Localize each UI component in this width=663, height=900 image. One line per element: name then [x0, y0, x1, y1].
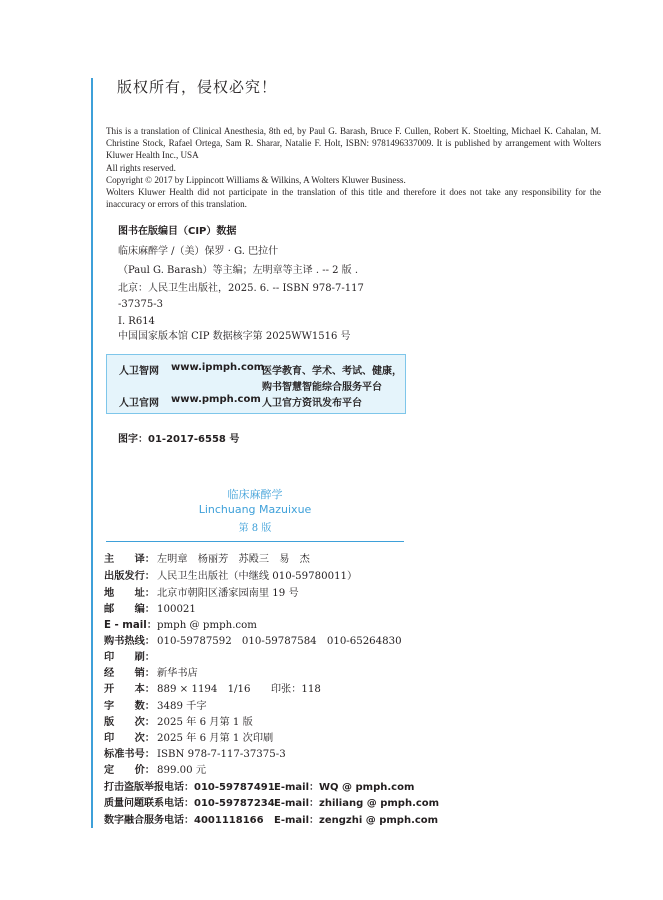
cip-line: 临床麻醉学 /（美）保罗 · G. 巴拉什: [118, 246, 279, 257]
cip-line: （Paul G. Barash）等主编；左明章等主译 . -- 2 版 .: [118, 265, 359, 276]
contact-row: 质量问题联系电话：010-59787234 E-mail：zhiliang @ pmph.com: [104, 794, 275, 809]
cip-line: Ⅰ. R614: [118, 316, 155, 327]
cip-heading: 图书在版编目（CIP）数据: [118, 226, 237, 237]
book-title-cn: 临床麻醉学: [227, 488, 283, 501]
contact-email: E-mail：zhiliang @ pmph.com: [274, 798, 440, 809]
page-title: 版权所有，侵权必究！: [117, 78, 278, 96]
info-row: 主 译： 左明章 杨丽芳 苏殿三 易 杰: [104, 554, 310, 565]
info-row: 开 本： 889 × 1194 1/16 印张：118: [104, 684, 321, 695]
info-row: 购书热线： 010-59787592 010-59787584 010-65264830: [104, 636, 402, 647]
info-row: 字 数： 3489 千字: [104, 701, 207, 712]
info-row: 地 址： 北京市朝阳区潘家园南里 19 号: [104, 588, 299, 599]
info-row: 印 刷：: [104, 652, 155, 663]
info-row: 经 销： 新华书店: [104, 668, 198, 679]
cip-line: 北京：人民卫生出版社，2025. 6. -- ISBN 978-7-117: [118, 283, 364, 294]
cip-line: 中国国家版本馆 CIP 数据核字第 2025WW1516 号: [118, 331, 351, 342]
contact-row: 打击盗版举报电话：010-59787491 E-mail：WQ @ pmph.com: [104, 778, 275, 793]
book-edition: 第 8 版: [238, 523, 272, 534]
copyright-registration-number: 图字：01-2017-6558 号: [118, 434, 240, 445]
info-row: E - mail：pmph @ pmph.com: [104, 620, 257, 631]
rights-reserved: All rights reserved.: [106, 162, 176, 173]
contact-row: 数字融合服务电话：4001118166 E-mail：zengzhi @ pmph.com: [104, 811, 264, 826]
info-row: 定 价： 899.00 元: [104, 765, 207, 776]
info-row: 标准书号： ISBN 978-7-117-37375-3: [104, 749, 286, 760]
info-row: 出版发行： 人民卫生出版社（中继线 010-59780011）: [104, 571, 358, 582]
disclaimer: Wolters Kluwer Health did not participate in the translation of this title and therefore it does not take any responsibility for the inaccuracy or errors of this translation.: [106, 187, 601, 210]
publisher-platform-box: [106, 354, 406, 414]
english-copyright-notice: [106, 125, 601, 210]
platform-desc: 医学教育、学术、考试、健康，: [262, 366, 402, 377]
divider: [106, 541, 404, 542]
cip-line: -37375-3: [118, 299, 163, 310]
translation-statement: This is a translation of Clinical Anesthesia, 8th ed, by Paul G. Barash, Bruce F. Cullen, Robert K. Stoelting, Michael K. Cahalan, M. Christine Stock, Rafael Ortega, Sam R. Sharar, Natalie F. Holt, ISBN: 9781496337009. It is published by arrangement with Wolters Kluwer Health Inc., USA: [106, 126, 601, 161]
left-accent-rule: [91, 78, 93, 828]
platform-name: 人卫官网: [119, 398, 159, 409]
platform-url-link[interactable]: www.pmph.com: [171, 394, 261, 405]
platform-desc: 购书智慧智能综合服务平台: [262, 382, 382, 393]
platform-desc: 人卫官方资讯发布平台: [262, 398, 362, 409]
platform-name: 人卫智网: [119, 366, 159, 377]
platform-url-link[interactable]: www.ipmph.com: [171, 362, 265, 373]
info-row: 版 次： 2025 年 6 月第 1 版: [104, 717, 253, 728]
info-row: 邮 编： 100021: [104, 604, 196, 615]
book-title-pinyin: Linchuang Mazuixue: [198, 503, 312, 516]
contact-email: E-mail：WQ @ pmph.com: [274, 782, 415, 793]
contact-email: E-mail：zengzhi @ pmph.com: [274, 815, 439, 826]
info-row: 印 次： 2025 年 6 月第 1 次印刷: [104, 733, 274, 744]
copyright-line: Copyright © 2017 by Lippincott Williams & Wilkins, A Wolters Kluwer Business.: [106, 174, 406, 185]
